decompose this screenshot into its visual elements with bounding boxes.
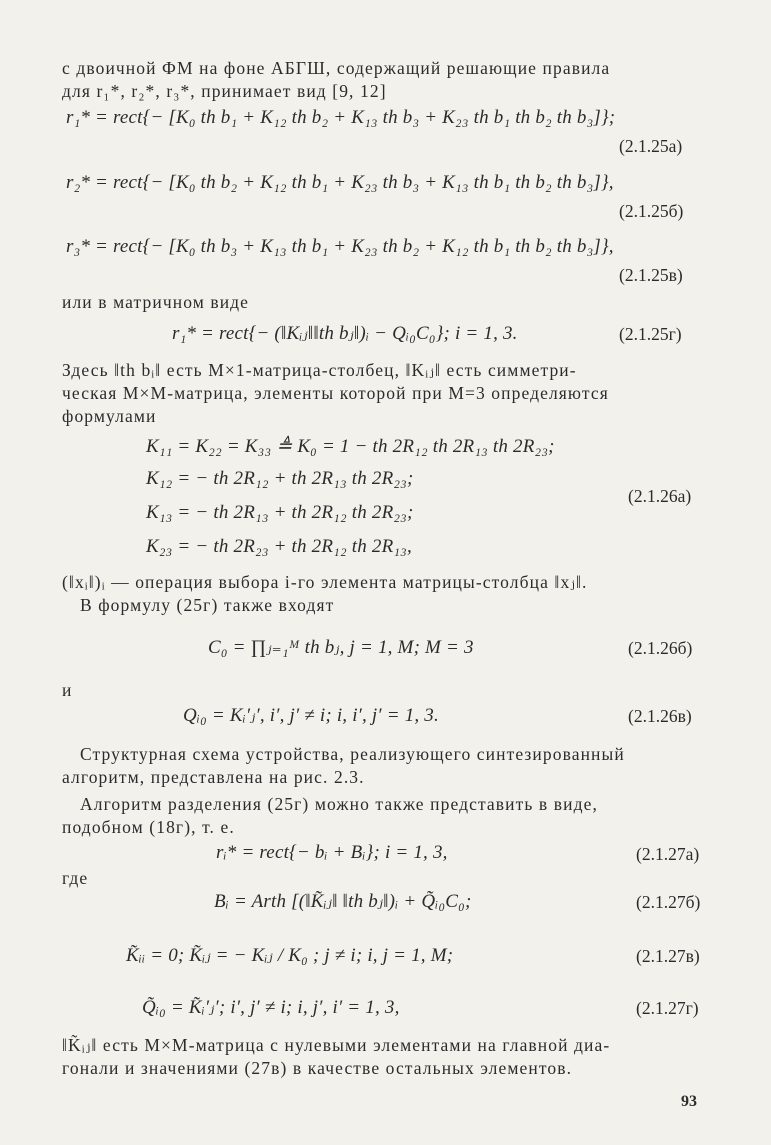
paragraph-line: Алгоритм разделения (25г) можно также представить в виде, [80, 794, 598, 814]
paragraph-line: где [62, 868, 89, 888]
equation-number: (2.1.26б) [628, 638, 693, 658]
paragraph-line: В формулу (25г) также входят [80, 595, 335, 615]
paragraph-line: и [62, 680, 73, 700]
paragraph-line: Структурная схема устройства, реализующего синтезированный [80, 744, 625, 764]
equation: C₀ = ∏ⱼ₌₁ᴹ th bⱼ, j = 1, M; M = 3 [208, 637, 474, 658]
equation: Bᵢ = Arth [(‖K̃ᵢⱼ‖ ‖th bⱼ‖)ᵢ + Q̃ᵢ₀C₀; [214, 891, 472, 912]
equation-number: (2.1.26а) [628, 486, 692, 506]
equation-number: (2.1.27б) [636, 892, 701, 912]
equation: K₁₃ = − th 2R₁₃ + th 2R₁₂ th 2R₂₃; [146, 502, 414, 523]
equation-number: (2.1.27г) [636, 998, 699, 1018]
paragraph-line: или в матричном виде [62, 292, 250, 312]
equation-number: (2.1.26в) [628, 706, 692, 726]
equation-number: (2.1.25в) [619, 265, 683, 285]
equation: r₁* = rect{− (‖Kᵢⱼ‖‖th bⱼ‖)ᵢ − Qᵢ₀C₀}; i = 1, 3. [172, 323, 518, 344]
equation: rᵢ* = rect{− bᵢ + Bᵢ}; i = 1, 3, [216, 842, 448, 863]
equation: r₃* = rect{− [K₀ th b₃ + K₁₃ th b₁ + K₂₃ th b₂ + K₁₂ th b₁ th b₂ th b₃]}, [66, 236, 614, 257]
paragraph-line: для r₁*, r₂*, r₃*, принимает вид [9, 12] [62, 81, 387, 101]
equation-number: (2.1.25б) [619, 201, 684, 221]
equation: r₂* = rect{− [K₀ th b₂ + K₁₂ th b₁ + K₂₃ th b₃ + K₁₃ th b₁ th b₂ th b₃]}, [66, 172, 614, 193]
paragraph-line: гонали и значениями (27в) в качестве остальных элементов. [62, 1058, 573, 1078]
paragraph-line: ческая M×M-матрица, элементы которой при M=3 определяются [62, 383, 609, 403]
paragraph-line: ‖K̃ᵢⱼ‖ есть M×M-матрица с нулевыми элементами на главной диа- [62, 1035, 611, 1055]
equation: Qᵢ₀ = Kᵢ′ⱼ′, i′, j′ ≠ i; i, i′, j′ = 1, 3. [183, 705, 439, 726]
equation-number: (2.1.27в) [636, 946, 700, 966]
equation: K₁₂ = − th 2R₁₂ + th 2R₁₃ th 2R₂₃; [146, 468, 414, 489]
paragraph-line: с двоичной ФМ на фоне АБГШ, содержащий решающие правила [62, 58, 611, 78]
paragraph-line: формулами [62, 406, 157, 426]
equation-number: (2.1.25г) [619, 324, 682, 344]
equation: Q̃ᵢ₀ = K̃ᵢ′ⱼ′; i′, j′ ≠ i; i, j′, i′ = 1, 3, [142, 997, 400, 1018]
equation: K₁₁ = K₂₂ = K₃₃ ≜ K₀ = 1 − th 2R₁₂ th 2R₁₃ th 2R₂₃; [146, 436, 555, 457]
equation: r₁* = rect{− [K₀ th b₁ + K₁₂ th b₂ + K₁₃ th b₃ + K₂₃ th b₁ th b₂ th b₃]}; [66, 107, 616, 128]
equation: K₂₃ = − th 2R₂₃ + th 2R₁₂ th 2R₁₃, [146, 536, 412, 557]
equation-number: (2.1.25а) [619, 136, 683, 156]
paragraph-line: Здесь ‖th bᵢ‖ есть M×1-матрица-столбец, ‖Kᵢⱼ‖ есть симметри- [62, 360, 577, 380]
equation-number: (2.1.27а) [636, 844, 700, 864]
paragraph-line: подобном (18г), т. е. [62, 817, 235, 837]
page-number: 93 [681, 1093, 697, 1110]
paragraph-line: алгоритм, представлена на рис. 2.3. [62, 767, 365, 787]
equation: K̃ᵢᵢ = 0; K̃ᵢⱼ = − Kᵢⱼ / K₀ ; j ≠ i; i, j = 1, M; [126, 945, 454, 966]
paragraph-line: (‖xᵢ‖)ᵢ — операция выбора i-го элемента матрицы-столбца ‖xⱼ‖. [62, 572, 588, 592]
